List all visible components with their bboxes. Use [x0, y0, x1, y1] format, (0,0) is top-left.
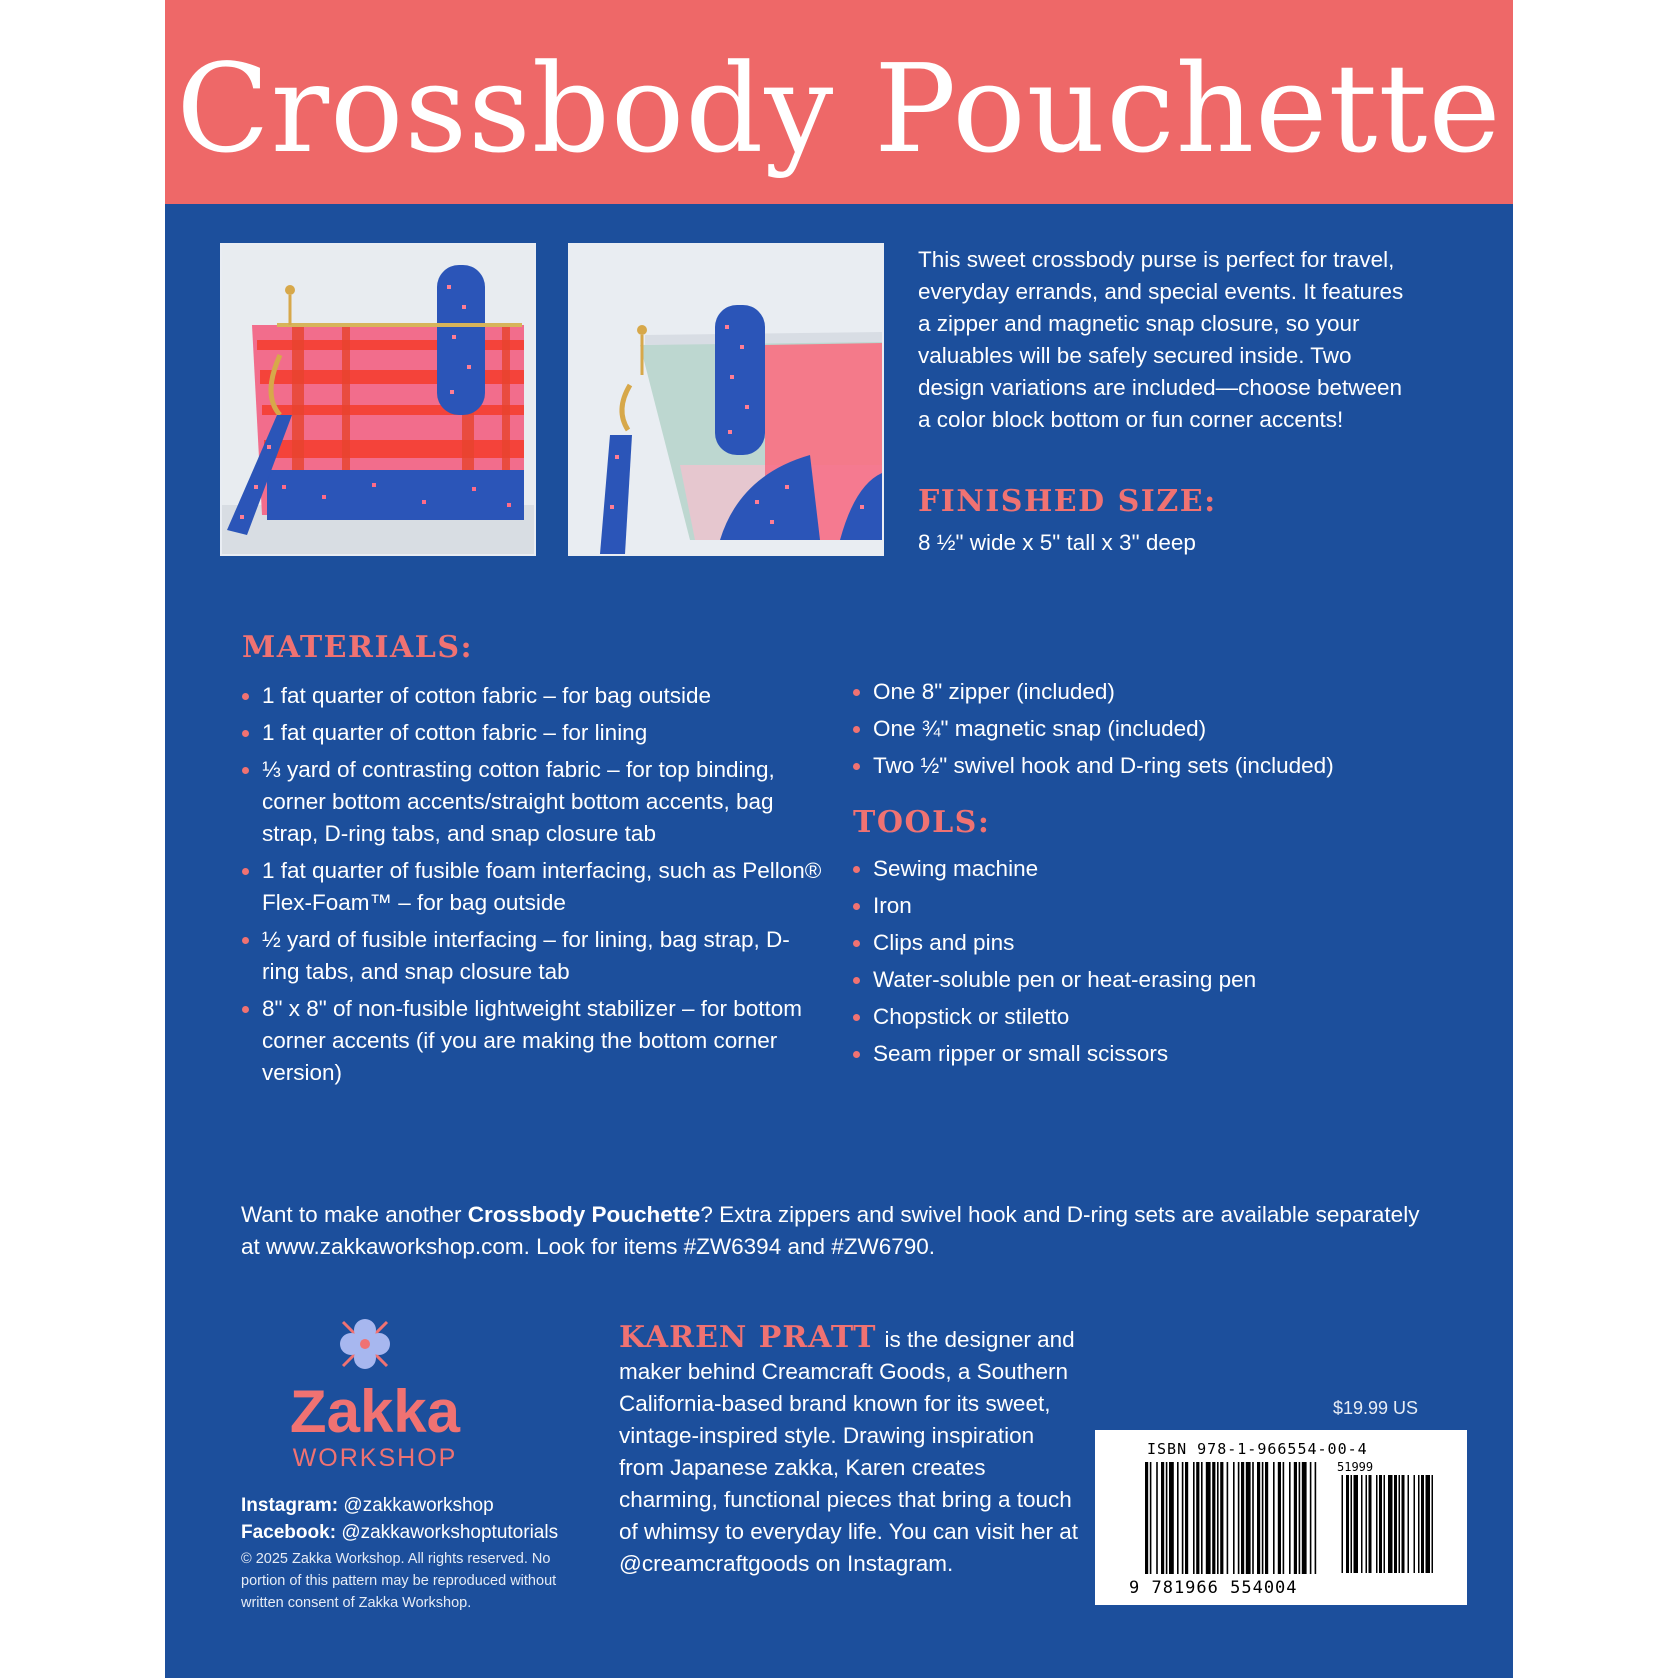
pattern-back-cover — [165, 0, 1513, 1678]
list-item: Clips and pins — [853, 927, 1413, 959]
page-title: Crossbody Pouchette — [176, 38, 1502, 180]
finished-size-heading: FINISHED SIZE: — [918, 484, 1217, 519]
instagram-handle: @zakkaworkshop — [343, 1495, 494, 1516]
list-item: Chopstick or stiletto — [853, 1001, 1413, 1033]
tools-heading: TOOLS: — [853, 805, 991, 840]
isbn-text: ISBN 978-1-966554-00-4 — [1147, 1440, 1368, 1458]
zakka-workshop-logo — [255, 1312, 495, 1472]
included-items-list — [853, 676, 1413, 787]
list-item: 1 fat quarter of cotton fabric – for lining — [242, 717, 822, 749]
list-item: 8" x 8" of non-fusible lightweight stabilizer – for bottom corner accents (if you are making the bottom corner version) — [242, 993, 822, 1089]
facebook-handle: @zakkaworkshoptutorials — [341, 1522, 559, 1543]
flower-icon — [340, 1319, 390, 1369]
product-name: Crossbody Pouchette — [467, 1202, 701, 1227]
list-item: ⅓ yard of contrasting cotton fabric – for top binding, corner bottom accents/straight bottom accents, bag strap, D-ring tabs, and snap closure tab — [242, 754, 822, 850]
price-code: 51999 — [1337, 1460, 1374, 1474]
designer-name: KAREN PRATT — [619, 1320, 877, 1355]
list-item: Water-soluble pen or heat-erasing pen — [853, 964, 1413, 996]
ean-digits: 9 781966 554004 — [1129, 1578, 1298, 1598]
social-links: Instagram: @zakkaworkshop Facebook: @zakkaworkshoptutorials — [241, 1495, 559, 1543]
list-item: One ¾" magnetic snap (included) — [853, 713, 1413, 745]
list-item: 1 fat quarter of cotton fabric – for bag outside — [242, 680, 822, 712]
logo-wordmark: Zakka — [289, 1378, 461, 1445]
finished-size-text: 8 ½" wide x 5" tall x 3" deep — [918, 530, 1196, 555]
price-label: $19.99 US — [1333, 1398, 1419, 1418]
tools-list — [853, 853, 1413, 1075]
isbn-barcode — [1095, 1430, 1467, 1605]
product-photo-colorblock — [568, 243, 884, 556]
extra-supplies-note: Want to make another Crossbody Pouchette? Extra zippers and swivel hook and D-ring sets are available separately at www.zakkaworkshop.com. Look for items #ZW6394 and #ZW6790. — [241, 1202, 1420, 1259]
list-item: Iron — [853, 890, 1413, 922]
list-item: Two ½" swivel hook and D-ring sets (included) — [853, 750, 1413, 782]
title-banner — [165, 0, 1513, 204]
list-item: 1 fat quarter of fusible foam interfacing, such as Pellon® Flex-Foam™ – for bag outside — [242, 855, 822, 919]
list-item: Seam ripper or small scissors — [853, 1038, 1413, 1070]
designer-bio: KAREN PRATT is the designer and maker behind Creamcraft Goods, a Southern California-based brand known for its sweet, vintage-inspired style. Drawing inspiration from Japanese zakka, Karen creates charming, functional pieces that bring a touch of whimsy to everyday life. You can visit her at @creamcraftgoods on Instagram. — [619, 1320, 1078, 1576]
materials-heading: MATERIALS: — [242, 630, 474, 665]
list-item: One 8" zipper (included) — [853, 676, 1413, 708]
intro-text: This sweet crossbody purse is perfect for travel, everyday errands, and special events. It features a zipper and magnetic snap closure, so your valuables will be safely secured inside. Two design variations are included—choose between a color block bottom or fun corner accents! — [918, 247, 1404, 432]
logo-subtitle: WORKSHOP — [292, 1444, 458, 1472]
materials-list — [242, 680, 822, 1094]
list-item: Sewing machine — [853, 853, 1413, 885]
copyright-notice: © 2025 Zakka Workshop. All rights reserved. No portion of this pattern may be reproduced without written consent of Zakka Workshop. — [241, 1551, 557, 1611]
product-photo-plaid — [220, 243, 536, 556]
list-item: ½ yard of fusible interfacing – for lining, bag strap, D-ring tabs, and snap closure tab — [242, 924, 822, 988]
